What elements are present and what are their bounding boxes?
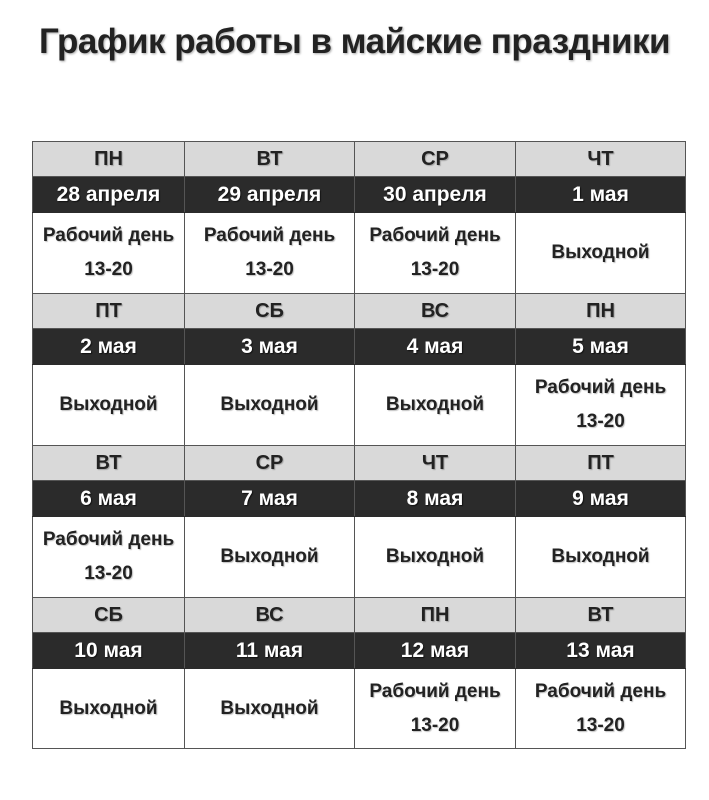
date-cell: 4 мая bbox=[355, 329, 516, 365]
status-label: Рабочий день bbox=[42, 225, 175, 246]
status-cell bbox=[355, 213, 516, 294]
status-cell bbox=[516, 517, 686, 598]
page-title: График работы в майские праздники bbox=[38, 22, 671, 61]
status-cell bbox=[185, 669, 355, 749]
status-cell bbox=[355, 365, 516, 446]
weekday-cell: ПН bbox=[355, 598, 516, 633]
date-cell: 11 мая bbox=[185, 633, 355, 669]
status-cell bbox=[516, 669, 686, 749]
weekday-cell: СР bbox=[355, 142, 516, 177]
date-cell: 3 мая bbox=[185, 329, 355, 365]
date-cell: 5 мая bbox=[516, 329, 686, 365]
status-label: Выходной bbox=[385, 394, 485, 415]
status-cell bbox=[185, 517, 355, 598]
date-cell: 9 мая bbox=[516, 481, 686, 517]
status-label: Выходной bbox=[220, 546, 319, 567]
weekday-row bbox=[33, 294, 686, 329]
status-label: Выходной bbox=[551, 546, 650, 567]
working-hours: 13-20 bbox=[410, 714, 460, 736]
status-row bbox=[33, 213, 686, 294]
weekday-row bbox=[33, 142, 686, 177]
weekday-cell: СР bbox=[185, 446, 355, 481]
status-cell bbox=[185, 213, 355, 294]
weekday-cell: СБ bbox=[33, 598, 185, 633]
date-row bbox=[33, 633, 686, 669]
status-label: Выходной bbox=[59, 394, 158, 415]
schedule-table bbox=[32, 141, 686, 749]
status-label: Выходной bbox=[220, 697, 319, 719]
status-cell bbox=[516, 365, 686, 446]
date-row bbox=[33, 177, 686, 213]
weekday-cell: ПТ bbox=[516, 446, 686, 481]
status-label: Рабочий день bbox=[203, 225, 336, 246]
date-cell: 10 мая bbox=[33, 633, 185, 669]
working-hours: 13-20 bbox=[576, 411, 625, 432]
status-cell bbox=[516, 213, 686, 294]
status-label: Рабочий день bbox=[42, 529, 175, 550]
status-row bbox=[33, 365, 686, 446]
status-row bbox=[33, 669, 686, 749]
status-cell bbox=[355, 517, 516, 598]
weekday-cell: ВТ bbox=[185, 142, 355, 177]
status-cell bbox=[185, 365, 355, 446]
status-label: Рабочий день bbox=[534, 377, 667, 398]
status-label: Рабочий день bbox=[369, 225, 501, 246]
date-cell: 6 мая bbox=[33, 481, 185, 517]
weekday-cell: СБ bbox=[185, 294, 355, 329]
status-label: Выходной bbox=[551, 242, 650, 263]
date-cell: 8 мая bbox=[355, 481, 516, 517]
status-cell bbox=[355, 669, 516, 749]
date-cell: 7 мая bbox=[185, 481, 355, 517]
status-cell bbox=[33, 669, 185, 749]
status-label: Выходной bbox=[59, 697, 158, 719]
status-cell bbox=[33, 517, 185, 598]
status-label: Выходной bbox=[220, 394, 319, 415]
date-row bbox=[33, 481, 686, 517]
date-cell: 13 мая bbox=[516, 633, 686, 669]
weekday-cell: ЧТ bbox=[516, 142, 686, 177]
working-hours: 13-20 bbox=[245, 259, 294, 280]
weekday-cell: ВС bbox=[355, 294, 516, 329]
date-cell: 2 мая bbox=[33, 329, 185, 365]
date-cell: 29 апреля bbox=[185, 177, 355, 213]
weekday-cell: ВТ bbox=[33, 446, 185, 481]
date-cell: 30 апреля bbox=[355, 177, 516, 213]
working-hours: 13-20 bbox=[410, 259, 460, 280]
date-cell: 28 апреля bbox=[33, 177, 185, 213]
status-label: Рабочий день bbox=[369, 680, 501, 702]
weekday-cell: ВТ bbox=[516, 598, 686, 633]
status-cell bbox=[33, 213, 185, 294]
status-label: Рабочий день bbox=[534, 680, 667, 702]
weekday-row bbox=[33, 446, 686, 481]
working-hours: 13-20 bbox=[576, 714, 625, 736]
weekday-cell: ЧТ bbox=[355, 446, 516, 481]
status-cell bbox=[33, 365, 185, 446]
date-row bbox=[33, 329, 686, 365]
date-cell: 1 мая bbox=[516, 177, 686, 213]
weekday-cell: ПТ bbox=[33, 294, 185, 329]
date-cell: 12 мая bbox=[355, 633, 516, 669]
weekday-cell: ПН bbox=[33, 142, 185, 177]
weekday-cell: ПН bbox=[516, 294, 686, 329]
weekday-cell: ВС bbox=[185, 598, 355, 633]
working-hours: 13-20 bbox=[84, 563, 133, 584]
weekday-row bbox=[33, 598, 686, 633]
status-label: Выходной bbox=[385, 546, 485, 567]
working-hours: 13-20 bbox=[84, 259, 133, 280]
status-row bbox=[33, 517, 686, 598]
